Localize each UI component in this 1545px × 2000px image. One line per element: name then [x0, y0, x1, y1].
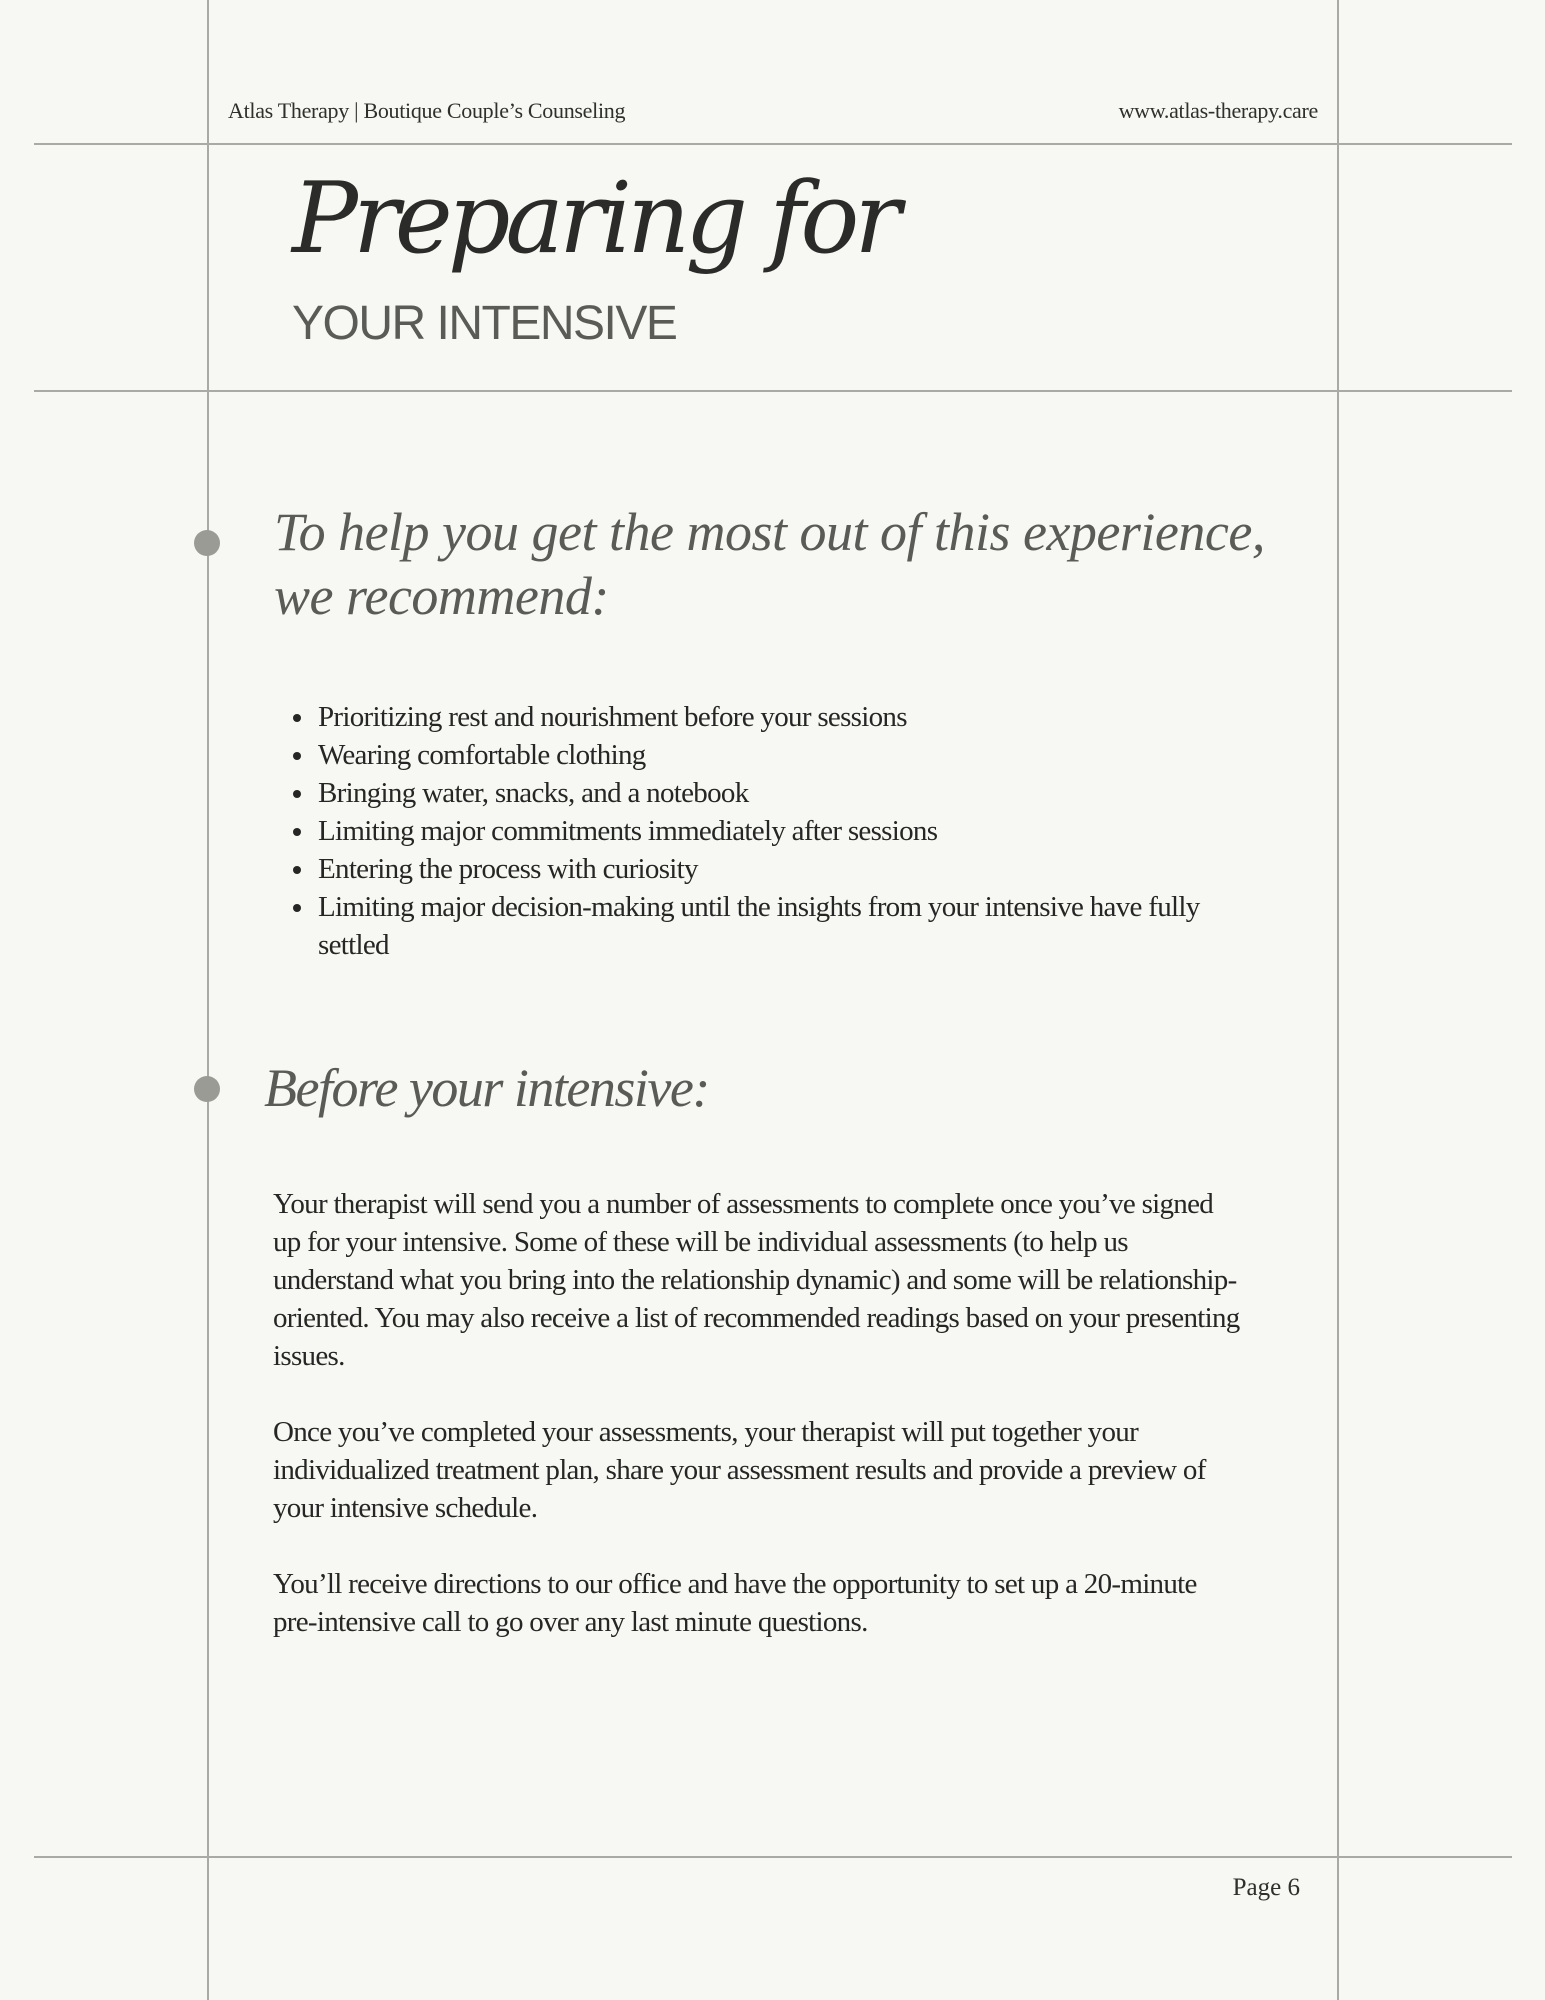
- page-subtitle: YOUR INTENSIVE: [292, 297, 677, 350]
- list-item: • Bringing water, snacks, and a notebook: [316, 774, 1266, 812]
- before-intensive-heading: Before your intensive:: [264, 1058, 709, 1118]
- header-website-link[interactable]: www.atlas-therapy.care: [1118, 98, 1318, 123]
- list-item: • Entering the process with curiosity: [316, 850, 1266, 888]
- paragraph-directions: You’ll receive directions to our office and have the opportunity to set up a 20-minute pre-intensive call to go over any last minute questions.: [273, 1568, 1197, 1638]
- recommendation-list: [276, 698, 1266, 964]
- paragraph-assessments: Your therapist will send you a number of assessments to complete once you’ve signed up for your intensive. Some of these will be individual assessments (to help us understand what you bring into the relationship dynamic) and some will be relationship-oriented. You may also receive a list of recommended readings based on your presenting issues.: [273, 1188, 1240, 1372]
- section-marker-dot: [194, 530, 220, 556]
- header-divider: [34, 143, 1512, 145]
- section-marker-dot: [194, 1076, 220, 1102]
- page-title: Preparing for: [292, 162, 897, 276]
- paragraph-treatment-plan: Once you’ve completed your assessments, your therapist will put together your individualized treatment plan, share your assessment results and provide a preview of your intensive schedule.: [273, 1416, 1206, 1524]
- page-number: Page 6: [1232, 1874, 1300, 1901]
- right-margin-line: [1337, 0, 1339, 2000]
- list-item: • Limiting major commitments immediately after sessions: [316, 812, 1266, 850]
- header-brand: Atlas Therapy | Boutique Couple’s Counseling: [228, 98, 626, 123]
- left-margin-line: [207, 0, 209, 2000]
- title-divider: [34, 390, 1512, 392]
- recommend-heading: To help you get the most out of this experience, we recommend:: [274, 502, 1265, 626]
- footer-divider: [34, 1856, 1512, 1858]
- list-item: • Wearing comfortable clothing: [316, 736, 1266, 774]
- list-item: • Prioritizing rest and nourishment before your sessions: [316, 698, 1266, 736]
- list-item: • Limiting major decision-making until the insights from your intensive have fully settled: [316, 888, 1266, 964]
